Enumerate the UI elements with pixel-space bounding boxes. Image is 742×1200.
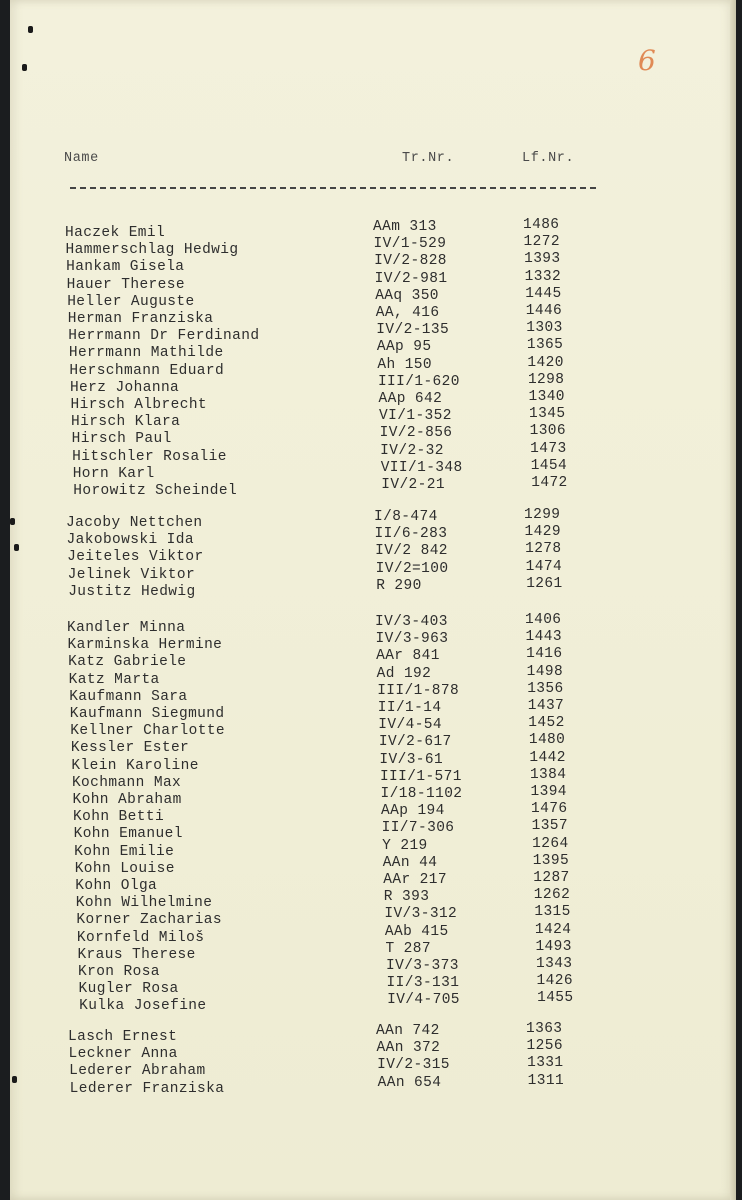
list-number: 1452 xyxy=(528,715,565,732)
person-name: Kornfeld Miloš xyxy=(76,929,205,946)
list-number: 1262 xyxy=(533,887,571,904)
list-number: 1395 xyxy=(532,852,570,869)
person-name: Lasch Ernest xyxy=(68,1029,178,1045)
transport-number: IV/3-312 xyxy=(384,906,458,923)
column-header-lf-nr: Lf.Nr. xyxy=(522,151,575,166)
transport-number: I/18-1102 xyxy=(380,786,463,802)
person-name: Kochmann Max xyxy=(71,774,182,791)
transport-number: AAn 742 xyxy=(376,1023,440,1039)
person-name: Hauer Therese xyxy=(66,276,185,293)
header-separator xyxy=(70,187,596,189)
transport-number: IV/2-981 xyxy=(374,270,448,287)
transport-number: IV/4-705 xyxy=(387,992,460,1009)
person-name: Kraus Therese xyxy=(77,946,196,963)
transport-number: III/1-571 xyxy=(379,768,462,785)
transport-number: IV/2-828 xyxy=(374,253,447,270)
list-number: 1261 xyxy=(526,575,563,592)
person-name: Herrmann Mathilde xyxy=(68,345,224,362)
person-name: Kulka Josefine xyxy=(79,998,207,1015)
person-name: Kohn Olga xyxy=(75,878,158,894)
transport-number: IV/3-963 xyxy=(375,631,449,648)
person-name: Leckner Anna xyxy=(68,1046,178,1063)
transport-number: II/1-14 xyxy=(377,700,442,716)
transport-number: IV/3-373 xyxy=(386,958,459,974)
person-name: Kaufmann Siegmund xyxy=(69,706,225,722)
punch-hole xyxy=(14,544,19,551)
transport-number: IV/3-403 xyxy=(375,614,448,630)
list-number: 1340 xyxy=(528,389,565,405)
list-number: 1356 xyxy=(527,680,564,697)
list-number: 1493 xyxy=(535,938,572,955)
transport-number: II/3-131 xyxy=(386,975,460,992)
transport-number: IV/2 842 xyxy=(375,543,448,560)
list-number: 1424 xyxy=(534,921,572,938)
transport-number: IV/1-529 xyxy=(373,236,447,253)
person-name: Lederer Franziska xyxy=(69,1080,225,1097)
page-number: 6 xyxy=(638,44,656,77)
document-sheet xyxy=(10,0,736,1200)
person-name: Hirsch Klara xyxy=(71,414,181,431)
transport-number: AAr 841 xyxy=(376,648,440,665)
transport-number: Ad 192 xyxy=(376,665,432,682)
person-name: Korner Zacharias xyxy=(76,912,222,929)
list-number: 1446 xyxy=(525,303,563,319)
list-number: 1429 xyxy=(524,524,561,541)
person-name: Hankam Gisela xyxy=(66,259,185,276)
list-number: 1363 xyxy=(526,1021,563,1037)
list-number: 1498 xyxy=(526,663,564,680)
transport-number: AAp 95 xyxy=(376,339,432,356)
transport-number: R 290 xyxy=(376,577,422,594)
transport-number: IV/2-135 xyxy=(376,322,450,339)
list-number: 1473 xyxy=(530,440,567,457)
person-name: Hitschler Rosalie xyxy=(72,448,227,465)
list-number: 1406 xyxy=(525,612,562,628)
person-name: Justitz Hedwig xyxy=(68,583,196,600)
person-name: Kellner Charlotte xyxy=(70,723,226,740)
person-name: Kaufmann Sara xyxy=(69,688,188,705)
list-number: 1345 xyxy=(529,406,566,423)
list-number: 1445 xyxy=(525,285,562,302)
person-name: Kohn Betti xyxy=(73,809,165,826)
list-number: 1384 xyxy=(529,766,567,783)
transport-number: Y 219 xyxy=(382,837,428,854)
transport-number: AAn 44 xyxy=(382,854,438,871)
list-number: 1443 xyxy=(525,629,562,646)
transport-number: AAm 313 xyxy=(373,219,437,235)
transport-number: AAp 642 xyxy=(378,391,443,407)
transport-number: IV/2-32 xyxy=(380,442,444,459)
transport-number: AA, 416 xyxy=(375,305,440,321)
person-name: Jakobowski Ida xyxy=(66,532,194,549)
column-header-tr-nr: Tr.Nr. xyxy=(402,151,455,166)
transport-number: AAr 217 xyxy=(383,872,447,888)
list-number: 1486 xyxy=(523,217,560,233)
paper-edge xyxy=(730,0,736,1200)
person-name: Kugler Rosa xyxy=(78,981,179,998)
transport-number: IV/2-21 xyxy=(381,477,445,493)
list-number: 1287 xyxy=(533,870,570,886)
punch-hole xyxy=(28,26,33,33)
person-name: Hammerschlag Hedwig xyxy=(65,242,239,259)
list-number: 1343 xyxy=(536,956,573,972)
list-number: 1437 xyxy=(527,698,565,714)
person-name: Kohn Emilie xyxy=(74,843,175,860)
person-name: Jacoby Nettchen xyxy=(66,515,203,531)
transport-number: II/7-306 xyxy=(381,820,455,837)
list-number: 1455 xyxy=(537,990,574,1007)
list-number: 1299 xyxy=(524,507,561,523)
transport-number: AAq 350 xyxy=(375,287,439,304)
person-name: Horowitz Scheindel xyxy=(73,483,238,499)
person-name: Hirsch Paul xyxy=(71,431,172,448)
list-number: 1416 xyxy=(526,646,563,663)
person-name: Herschmann Eduard xyxy=(69,362,225,379)
person-name: Herrmann Dr Ferdinand xyxy=(68,328,260,345)
person-name: Horn Karl xyxy=(72,465,155,482)
person-name: Kandler Minna xyxy=(67,620,186,636)
transport-number: III/1-878 xyxy=(377,682,460,699)
person-name: Katz Marta xyxy=(68,671,160,688)
list-number: 1472 xyxy=(531,475,568,491)
transport-number: AAb 415 xyxy=(384,923,449,940)
person-name: Jelinek Viktor xyxy=(67,566,196,583)
list-number: 1298 xyxy=(527,371,565,388)
transport-number: III/1-620 xyxy=(377,373,460,390)
list-number: 1480 xyxy=(528,732,566,749)
list-number: 1256 xyxy=(526,1038,563,1055)
person-name: Haczek Emil xyxy=(65,225,166,241)
list-number: 1393 xyxy=(524,251,561,268)
list-number: 1420 xyxy=(527,354,564,371)
transport-number: R 393 xyxy=(383,889,430,906)
transport-number: IV/3-61 xyxy=(379,751,444,768)
transport-number: Ah 150 xyxy=(377,356,432,373)
transport-number: IV/2-617 xyxy=(378,734,452,751)
transport-number: AAn 654 xyxy=(377,1074,442,1091)
person-name: Katz Gabriele xyxy=(68,654,187,671)
column-header-name: Name xyxy=(64,151,99,166)
person-name: Kohn Wilhelmine xyxy=(75,895,213,912)
person-name: Hirsch Albrecht xyxy=(70,397,208,413)
person-name: Herman Franziska xyxy=(67,311,214,327)
list-number: 1272 xyxy=(523,234,560,251)
person-name: Lederer Abraham xyxy=(69,1063,206,1080)
list-number: 1315 xyxy=(534,904,571,921)
list-number: 1306 xyxy=(529,423,566,440)
transport-number: IV/2=100 xyxy=(375,560,449,577)
list-number: 1303 xyxy=(526,320,563,337)
list-number: 1394 xyxy=(530,784,567,800)
transport-number: II/6-283 xyxy=(374,526,448,543)
list-number: 1311 xyxy=(527,1072,565,1089)
list-number: 1442 xyxy=(529,749,566,766)
person-name: Klein Karoline xyxy=(71,757,199,774)
transport-number: I/8-474 xyxy=(374,509,438,525)
person-name: Karminska Hermine xyxy=(67,637,223,654)
person-name: Kessler Ester xyxy=(70,740,190,757)
list-number: 1331 xyxy=(527,1055,564,1072)
person-name: Jeiteles Viktor xyxy=(67,549,204,566)
transport-number: VI/1-352 xyxy=(379,408,452,425)
transport-number: VII/1-348 xyxy=(380,459,463,476)
person-name: Kohn Emanuel xyxy=(73,826,183,843)
punch-hole xyxy=(10,518,15,525)
person-name: Herz Johanna xyxy=(69,379,180,396)
transport-number: IV/2-315 xyxy=(377,1057,450,1074)
list-number: 1357 xyxy=(531,818,568,835)
transport-number: AAp 194 xyxy=(381,803,445,820)
transport-number: IV/4-54 xyxy=(378,717,443,734)
transport-number: AAn 372 xyxy=(376,1040,441,1057)
list-number: 1426 xyxy=(536,973,573,990)
person-name: Kron Rosa xyxy=(78,964,160,980)
person-name: Kohn Louise xyxy=(74,860,175,877)
list-number: 1278 xyxy=(525,541,562,558)
list-number: 1332 xyxy=(524,268,562,285)
punch-hole xyxy=(22,64,27,71)
list-number: 1474 xyxy=(525,558,563,575)
person-name: Heller Auguste xyxy=(67,293,195,310)
person-name: Kohn Abraham xyxy=(72,792,182,808)
transport-number: T 287 xyxy=(385,940,431,957)
list-number: 1476 xyxy=(531,801,568,818)
list-number: 1264 xyxy=(532,835,569,852)
list-number: 1365 xyxy=(526,337,564,354)
punch-hole xyxy=(12,1076,17,1083)
transport-number: IV/2-856 xyxy=(379,425,453,442)
list-number: 1454 xyxy=(530,457,568,474)
